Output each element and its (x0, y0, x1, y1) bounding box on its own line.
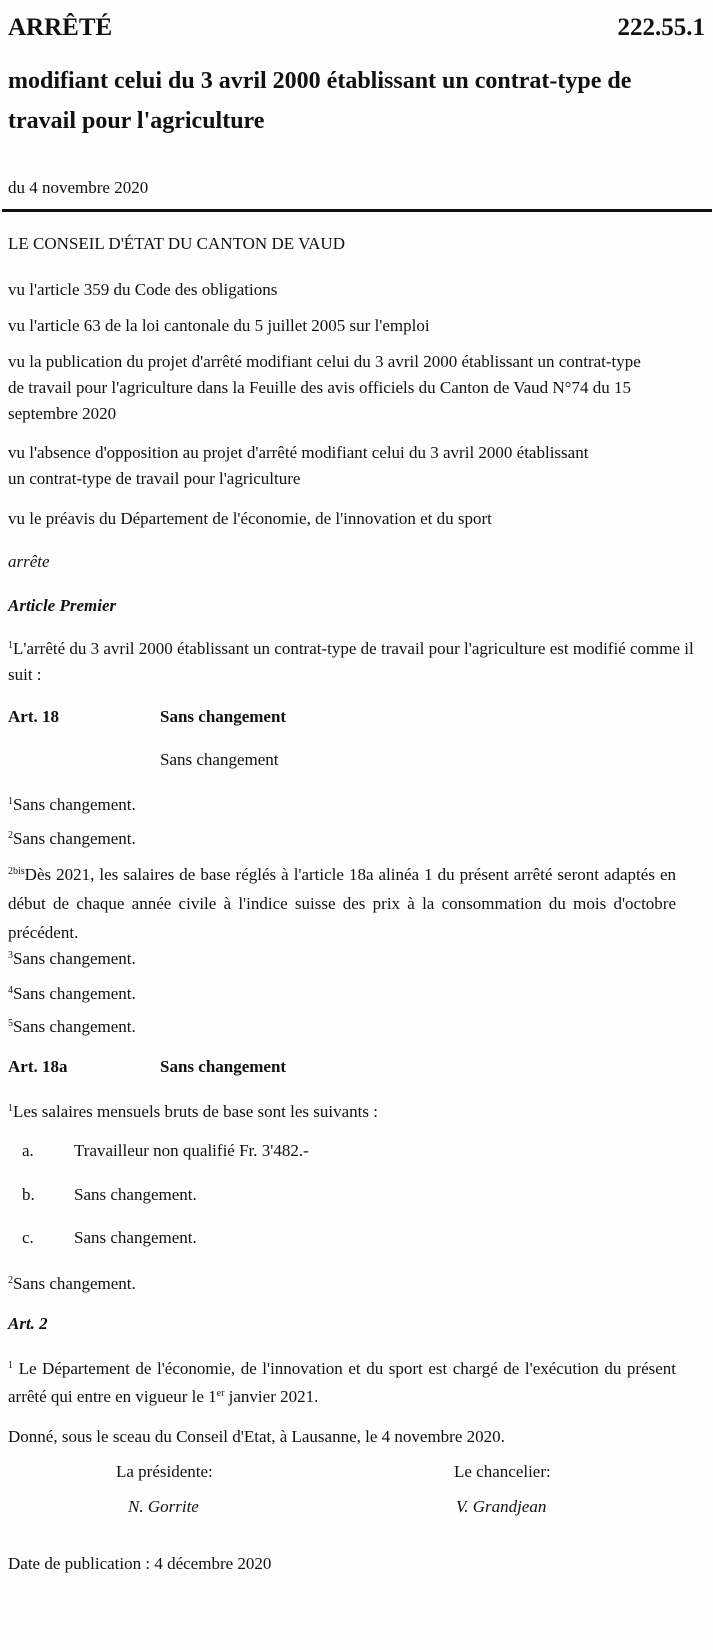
paragraph-text: Sans changement. (13, 1274, 136, 1293)
document-type: ARRÊTÉ (8, 14, 113, 41)
art18-number: Art. 18 (8, 707, 59, 726)
paragraph-text: Sans changement. (13, 949, 136, 968)
paragraph-number: 5 (8, 1018, 13, 1029)
issuing-authority: LE CONSEIL D'ÉTAT DU CANTON DE VAUD (8, 234, 345, 253)
article-premier-intro (8, 636, 698, 688)
chancellor-name: V. Grandjean (456, 1497, 547, 1516)
art18a-paragraph-1 (8, 1099, 698, 1125)
consideration-4: vu l'absence d'opposition au projet d'arrêté modifiant celui du 3 avril 2000 établissant un contrat-type de travail pour l'agriculture (8, 443, 589, 488)
art18-paragraph-3 (8, 946, 698, 972)
chancellor-label: Le chancelier: (454, 1462, 551, 1481)
art2-heading: Art. 2 (8, 1314, 48, 1333)
paragraph-number: 1 (8, 640, 13, 651)
paragraph-number: 2 (8, 1275, 13, 1286)
paragraph-text: Dès 2021, les salaires de base réglés à l'article 18a alinéa 1 du présent arrêté seront adaptés en début de chaque année civile à l'indice suisse des prix à la consommation du mois d'octobre précédent. (8, 865, 676, 942)
art18-paragraph-2bis (8, 860, 676, 947)
paragraph-number: 1 (8, 796, 13, 807)
salary-item-text: Sans changement. (74, 1185, 197, 1204)
paragraph-number: 2 (8, 830, 13, 841)
paragraph-number: 1 (8, 1103, 13, 1114)
consideration-3: vu la publication du projet d'arrêté modifiant celui du 3 avril 2000 établissant un contrat-type de travail pour l'agriculture dans la Feuille des avis officiels du Canton de Vaud N°74 du 15 septembre 2020 (8, 352, 641, 423)
paragraph-number: 3 (8, 950, 13, 961)
paragraph-number: 1 (8, 1360, 13, 1371)
salary-item-letter: c. (22, 1228, 34, 1247)
art18-paragraph-2 (8, 826, 698, 852)
art18-title: Sans changement (160, 707, 287, 726)
art2-paragraph-1 (8, 1355, 676, 1411)
art18-paragraph-4 (8, 981, 698, 1007)
president-name: N. Gorrite (128, 1497, 199, 1516)
paragraph-text: Sans changement. (13, 795, 136, 814)
document-title: modifiant celui du 3 avril 2000 établissant un contrat-type de travail pour l'agriculture (8, 68, 632, 134)
decree-word: arrête (8, 552, 50, 571)
document-date: du 4 novembre 2020 (8, 178, 149, 197)
art18-paragraph-1 (8, 792, 698, 818)
paragraph-text: Sans changement. (13, 1017, 136, 1036)
consideration-2: vu l'article 63 de la loi cantonale du 5 juillet 2005 sur l'emploi (8, 316, 430, 335)
art18-paragraph-5 (8, 1014, 698, 1040)
president-label: La présidente: (116, 1462, 213, 1481)
consideration-1: vu l'article 359 du Code des obligations (8, 280, 278, 299)
publication-date: Date de publication : 4 décembre 2020 (8, 1554, 272, 1573)
ordinal-suffix: er (216, 1388, 225, 1399)
paragraph-text: Sans changement. (13, 829, 136, 848)
given-under-seal: Donné, sous le sceau du Conseil d'Etat, à Lausanne, le 4 novembre 2020. (8, 1427, 505, 1446)
salary-item-letter: a. (22, 1141, 34, 1160)
paragraph-number: 4 (8, 985, 13, 996)
salary-item-text: Travailleur non qualifié Fr. 3'482.- (74, 1141, 309, 1160)
art18a-number: Art. 18a (8, 1057, 68, 1076)
article-premier-heading: Article Premier (8, 596, 117, 615)
document-reference: 222.55.1 (617, 14, 705, 41)
art18a-title: Sans changement (160, 1057, 287, 1076)
paragraph-text-end: janvier 2021. (224, 1387, 319, 1406)
paragraph-number: 2bis (8, 866, 25, 877)
art18-subtitle: Sans changement (160, 750, 279, 769)
header-divider (2, 209, 712, 212)
paragraph-text: Le Département de l'économie, de l'innovation et du sport est chargé de l'exécution du présent arrêté qui entre en vigueur le 1 (8, 1359, 677, 1406)
art18a-paragraph-2 (8, 1271, 698, 1297)
consideration-5: vu le préavis du Département de l'économie, de l'innovation et du sport (8, 509, 492, 528)
salary-item-letter: b. (22, 1185, 35, 1204)
paragraph-text: L'arrêté du 3 avril 2000 établissant un contrat-type de travail pour l'agriculture est modifié comme il suit : (8, 639, 694, 684)
salary-item-text: Sans changement. (74, 1228, 197, 1247)
paragraph-text: Sans changement. (13, 984, 136, 1003)
paragraph-text: Les salaires mensuels bruts de base sont les suivants : (13, 1102, 378, 1121)
